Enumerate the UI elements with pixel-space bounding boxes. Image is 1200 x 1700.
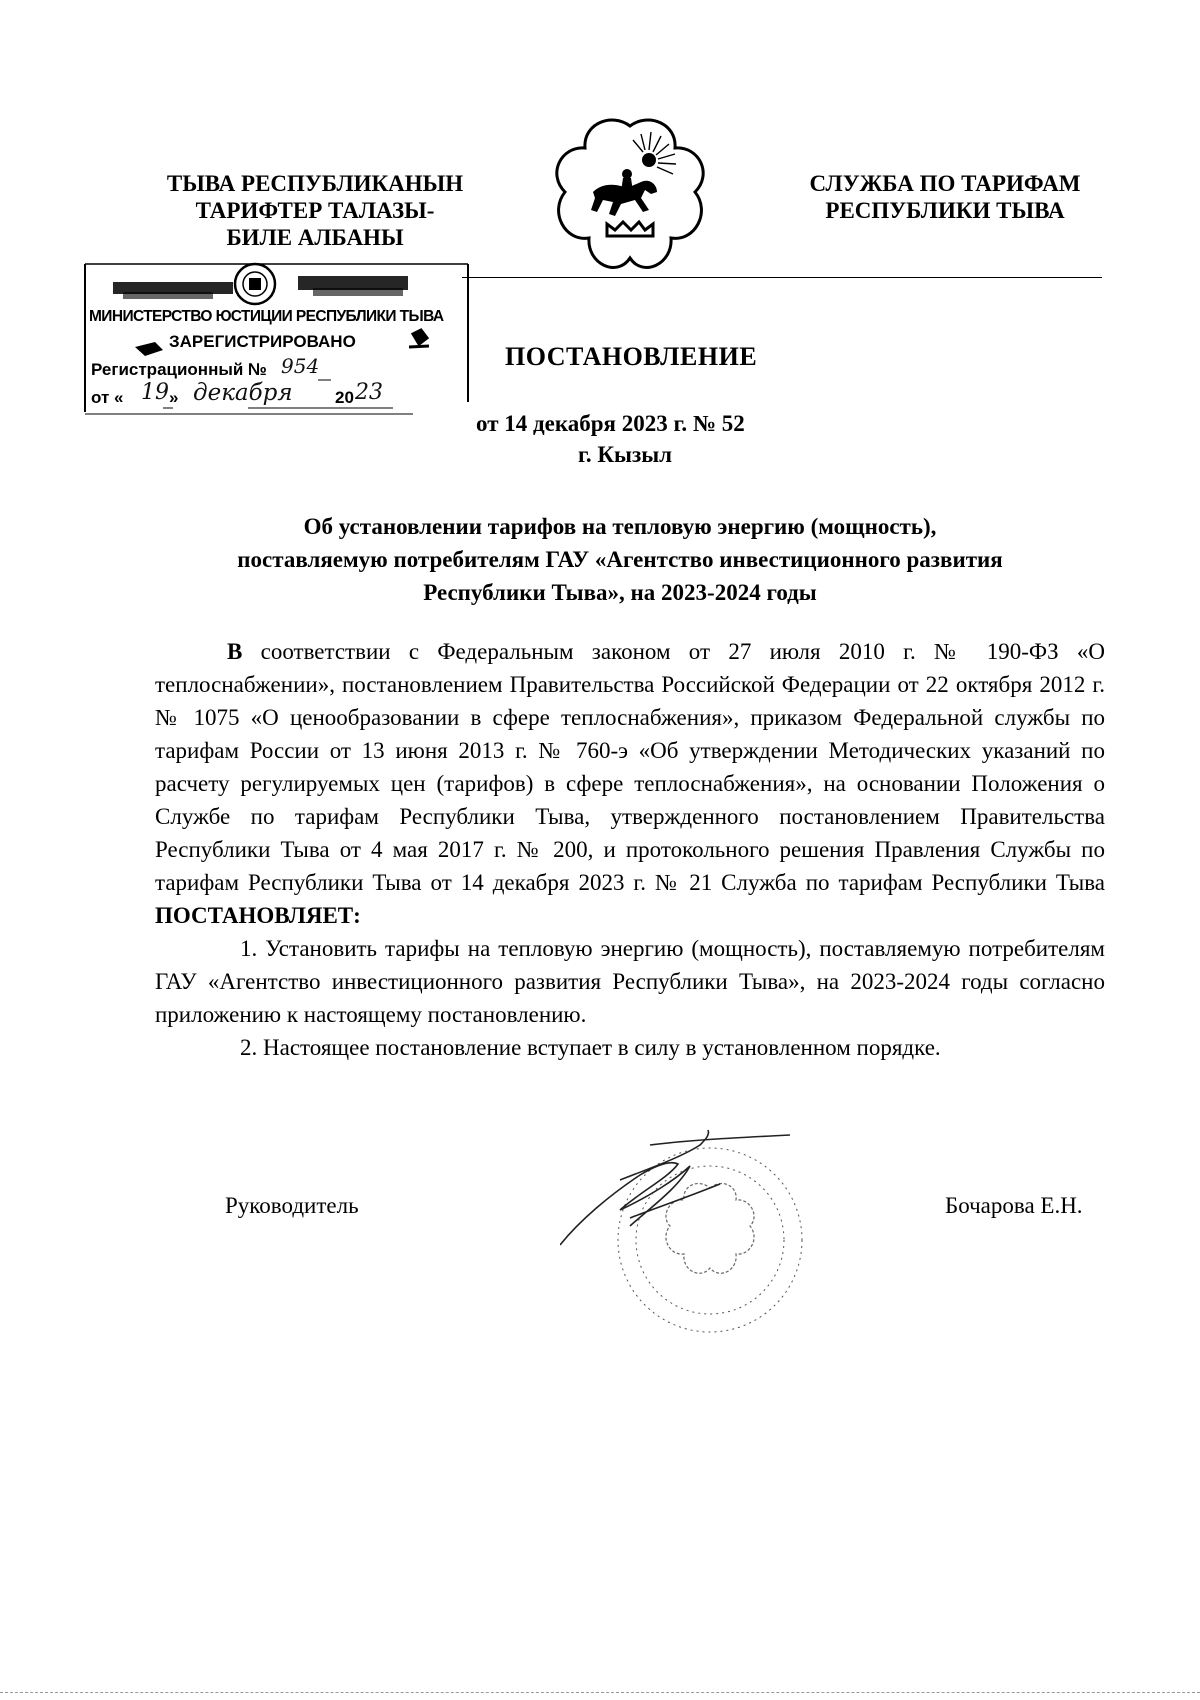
stamp-day: 19 [141, 380, 169, 405]
org-name-line: ТЫВА РЕСПУБЛИКАНЫН [166, 171, 464, 196]
document-city: г. Кызыл [578, 442, 673, 467]
org-name-line: ТАРИФТЕР ТАЛАЗЫ- [195, 198, 435, 223]
stamp-month: декабря [193, 380, 293, 406]
document-body [155, 635, 1105, 1064]
decree-item: 2. Настоящее постановление вступает в силу в установленном порядке. [240, 1035, 941, 1060]
stamp-year: 23 [355, 380, 383, 405]
stamp-reg-label: Регистрационный № [91, 360, 267, 379]
tuva-emblem [545, 112, 715, 282]
stamp-day-suffix: » [169, 388, 179, 407]
stamp-year-prefix: 20 [335, 388, 354, 407]
document-type: ПОСТАНОВЛЕНИЕ [505, 342, 758, 371]
decree-item: 1. Установить тарифы на тепловую энергию (мощность), поставляемую потребителям ГАУ «Агентство инвестиционного развития Республики Тыва», на 2023-2024 годы согласно приложению к настоящему постановлению. [155, 936, 1105, 1027]
preamble-text: соответствии с Федеральным законом от 27 июля 2010 г. № 190-ФЗ «О теплоснабжении», постановлением Правительства Российской Федерации от 22 октября 2012 г. № 1075 «О ценообразовании в сфере теплоснабжения», приказом Федеральной службы по тарифам России от 13 июня 2013 г. № 760-э «Об утверждении Методических указаний по расчету регулируемых цен (тарифов) в сфере теплоснабжения», на основании Положения о Службе по тарифам Республики Тыва, утвержденного постановлением Правительства Республики Тыва от 4 мая 2017 г. № 200, и протокольного решения Правления Службы по тарифам Республики Тыва от 14 декабря 2023 г. № 21 Служба по тарифам Республики Тыва [155, 639, 1105, 895]
scan-edge-line [0, 1692, 1200, 1693]
document-title [130, 510, 1110, 609]
title-line: Об установлении тарифов на тепловую энергию (мощность), [303, 514, 937, 539]
preamble-lead: В [227, 639, 243, 664]
preamble-paragraph [155, 635, 1105, 932]
document-date-number: от 14 декабря 2023 г. № 52 [476, 411, 745, 436]
stamp-ministry: МИНИСТЕРСТВО ЮСТИЦИИ РЕСПУБЛИКИ ТЫВА [89, 308, 444, 325]
stamp-status: ЗАРЕГИСТРИРОВАНО [169, 332, 356, 351]
org-name-line: БИЛЕ АЛБАНЫ [226, 225, 404, 250]
signatory-position: Руководитель [225, 1193, 359, 1218]
org-name-line: СЛУЖБА ПО ТАРИФАМ [809, 171, 1081, 196]
org-name-russian [780, 170, 1110, 224]
org-name-line: РЕСПУБЛИКИ ТЫВА [825, 198, 1065, 223]
stamp-reg-number: 954 [281, 354, 320, 378]
signatory-name: Бочарова Е.Н. [945, 1193, 1083, 1218]
registration-stamp [83, 262, 471, 462]
decree-word: ПОСТАНОВЛЯЕТ: [155, 903, 361, 928]
header-divider [462, 277, 1102, 278]
title-line: Республики Тыва», на 2023-2024 годы [423, 580, 817, 605]
signature-seal-image [560, 1100, 830, 1380]
stamp-date-prefix: от « [91, 388, 124, 407]
title-line: поставляемую потребителям ГАУ «Агентство инвестиционного развития [237, 547, 1003, 572]
org-name-tuvan [150, 170, 480, 251]
stamp-emblem-icon [235, 264, 275, 304]
